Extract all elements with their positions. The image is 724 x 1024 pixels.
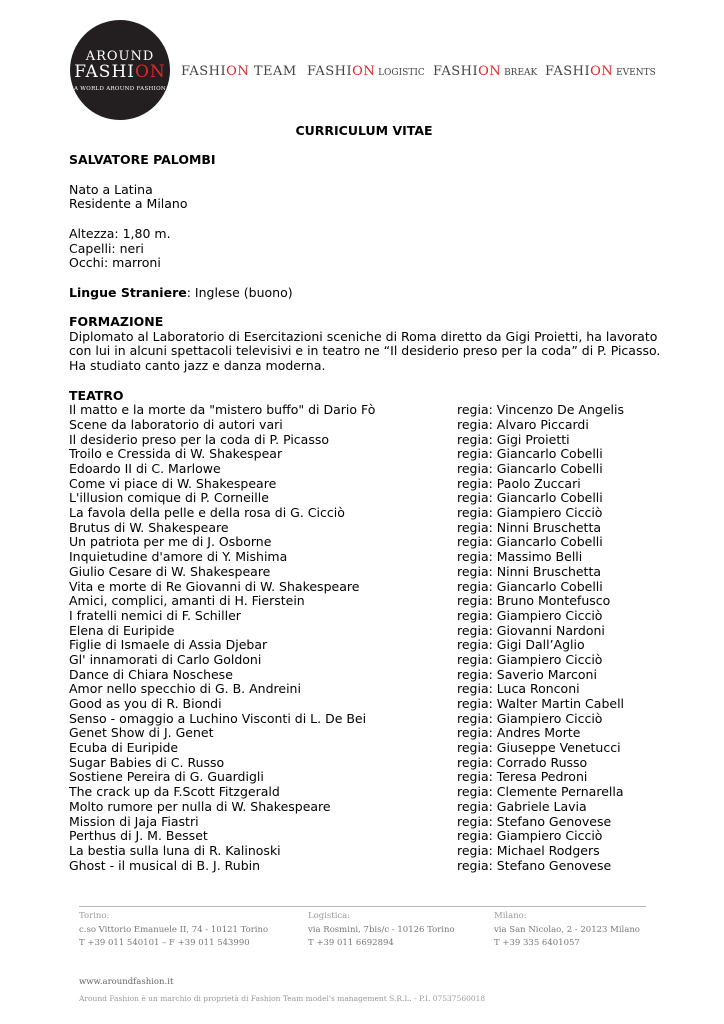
play-title: Genet Show di J. Genet (69, 725, 214, 741)
office-city: Logistica: (308, 911, 351, 921)
play-title: L'illusion comique di P. Corneille (69, 490, 269, 506)
play-director: regia: Giancarlo Cobelli (457, 461, 603, 477)
website-link[interactable]: www.aroundfashion.it (79, 977, 174, 987)
play-title: Edoardo II di C. Marlowe (69, 461, 221, 477)
hair-color: Capelli: neri (69, 240, 144, 256)
play-director: regia: Giampiero Cicciò (457, 651, 603, 667)
play-director: regia: Gigi Dall’Aglio (457, 637, 585, 653)
play-title: Sugar Babies di C. Russo (69, 754, 225, 770)
brand-accent: ON (352, 64, 376, 79)
play-director: regia: Michael Rodgers (457, 842, 600, 858)
teatro-row (69, 741, 669, 756)
play-director: regia: Andres Morte (457, 725, 581, 741)
around-fashion-logo (70, 20, 170, 120)
play-director: regia: Gigi Proietti (457, 431, 570, 447)
brand-accent: ON (478, 64, 502, 79)
play-title: Un patriota per me di J. Osborne (69, 534, 272, 550)
languages (69, 286, 669, 301)
play-director: regia: Giuseppe Venetucci (457, 740, 621, 756)
brand-main: FASHI (307, 64, 353, 79)
office-address: via San Nicolao, 2 - 20123 Milano (494, 924, 640, 935)
logo-word: FASHI (74, 62, 135, 82)
office-logistica (308, 910, 455, 951)
teatro-row (69, 829, 669, 844)
teatro-row (69, 594, 669, 609)
play-director: regia: Giancarlo Cobelli (457, 578, 603, 594)
play-director: regia: Giancarlo Cobelli (457, 490, 603, 506)
office-phone: T +39 011 6692894 (308, 938, 394, 948)
eye-color: Occhi: marroni (69, 255, 161, 271)
play-director: regia: Giampiero Cicciò (457, 505, 603, 521)
play-director: regia: Walter Martin Cabell (457, 696, 625, 712)
office-city: Torino: (79, 911, 110, 921)
footer-divider (79, 906, 646, 907)
play-director: regia: Teresa Pedroni (457, 769, 588, 785)
page-header (0, 0, 724, 125)
logo-tagline: A WORLD AROUND FASHION (73, 86, 167, 92)
office-address: c.so Vittorio Emanuele II, 74 - 10121 Torino (79, 924, 269, 935)
play-title: Amor nello specchio di G. B. Andreini (69, 681, 301, 697)
play-director: regia: Paolo Zuccari (457, 475, 581, 491)
play-title: Figlie di Ismaele di Assia Djebar (69, 637, 268, 653)
teatro-row (69, 565, 669, 580)
play-director: regia: Ninni Bruschetta (457, 563, 602, 579)
play-title: Il desiderio preso per la coda di P. Picasso (69, 431, 330, 447)
play-director: regia: Giancarlo Cobelli (457, 446, 603, 462)
play-director: regia: Vincenzo De Angelis (457, 402, 624, 418)
play-title: Brutus di W. Shakespeare (69, 519, 229, 535)
play-director: regia: Giancarlo Cobelli (457, 534, 603, 550)
office-address: via Rosmini, 7bis/c - 10126 Torino (308, 924, 455, 935)
play-title: Gl' innamorati di Carlo Goldoni (69, 651, 262, 667)
play-title: Troilo e Cressida di W. Shakespear (69, 446, 283, 462)
teatro-row (69, 403, 669, 418)
teatro-row (69, 477, 669, 492)
teatro-row (69, 447, 669, 462)
teatro-row (69, 770, 669, 785)
teatro-row (69, 624, 669, 639)
brand-sub: EVENTS (613, 68, 656, 78)
height: Altezza: 1,80 m. (69, 225, 171, 241)
brand-main: FASHI (181, 64, 227, 79)
teatro-row (69, 491, 669, 506)
play-title: La favola della pelle e della rosa di G. Cicciò (69, 505, 345, 521)
legal-notice: Around Fashion è un marchio di proprietà di Fashion Team model's management S.R.L. - P.I. 07537560018 (79, 994, 486, 1003)
residence: Residente a Milano (69, 196, 188, 212)
play-title: Sostiene Pereira di G. Guardigli (69, 769, 264, 785)
play-title: Ghost - il musical di B. J. Rubin (69, 857, 261, 873)
brand-strip (181, 64, 656, 84)
languages-value: : Inglese (buono) (186, 284, 293, 300)
brand-accent: ON (590, 64, 614, 79)
play-title: Dance di Chiara Noschese (69, 666, 233, 682)
brand-main: FASHI (545, 64, 591, 79)
teatro-row (69, 653, 669, 668)
teatro-row (69, 682, 669, 697)
brand-fashion-team (181, 64, 297, 79)
play-title: Scene da laboratorio di autori vari (69, 416, 283, 432)
teatro-row (69, 668, 669, 683)
teatro-row (69, 609, 669, 624)
teatro-row (69, 815, 669, 830)
teatro-row (69, 756, 669, 771)
play-title: The crack up da F.Scott Fitzgerald (69, 784, 280, 800)
office-milano (494, 910, 640, 951)
play-title: La bestia sulla luna di R. Kalinoski (69, 842, 281, 858)
brand-sub: TEAM (249, 64, 297, 79)
brand-sub: LOGISTIC (375, 68, 425, 78)
play-title: Elena di Euripide (69, 622, 175, 638)
play-director: regia: Giampiero Cicciò (457, 607, 603, 623)
document-title: CURRICULUM VITAE (295, 123, 433, 138)
brand-sub: BREAK (501, 68, 538, 78)
teatro-row (69, 433, 669, 448)
play-title: Good as you di R. Biondi (69, 696, 222, 712)
play-title: Amici, complici, amanti di H. Fierstein (69, 593, 305, 609)
formazione-text: Diplomato al Laboratorio di Esercitazioni sceniche di Roma diretto da Gigi Proietti, ha lavorato con lui in alcuni spettacoli televisivi e in teatro ne “Il desiderio preso per la coda” di P. Picasso. Ha studiato canto jazz e danza moderna. (69, 328, 661, 374)
play-title: Perthus di J. M. Besset (69, 828, 208, 844)
teatro-row (69, 550, 669, 565)
teatro-row (69, 535, 669, 550)
play-title: Ecuba di Euripide (69, 740, 179, 756)
teatro-row (69, 521, 669, 536)
teatro-row (69, 785, 669, 800)
logo-line-2 (70, 62, 170, 82)
brand-accent: ON (226, 64, 250, 79)
brand-fashion-logistic (307, 64, 425, 79)
teatro-row (69, 712, 669, 727)
play-director: regia: Luca Ronconi (457, 681, 580, 697)
teatro-row (69, 844, 669, 859)
teatro-row (69, 859, 669, 874)
teatro-row (69, 418, 669, 433)
teatro-row (69, 726, 669, 741)
brand-fashion-break (433, 64, 537, 79)
play-title: Inquietudine d'amore di Y. Mishima (69, 549, 288, 565)
person-name: SALVATORE PALOMBI (69, 152, 216, 168)
office-city: Milano: (494, 911, 527, 921)
play-title: Come vi piace di W. Shakespeare (69, 475, 277, 491)
formazione-heading: FORMAZIONE (69, 314, 164, 330)
teatro-row (69, 800, 669, 815)
teatro-heading: TEATRO (69, 387, 124, 403)
play-title: Mission di Jaja Fiastri (69, 813, 199, 829)
play-director: regia: Stefano Genovese (457, 857, 612, 873)
play-director: regia: Giampiero Cicciò (457, 710, 603, 726)
play-director: regia: Saverio Marconi (457, 666, 597, 682)
play-title: Senso - omaggio a Luchino Visconti di L. De Bei (69, 710, 367, 726)
teatro-row (69, 580, 669, 595)
birthplace: Nato a Latina (69, 181, 153, 197)
teatro-row (69, 697, 669, 712)
languages-label: Lingue Straniere (69, 284, 187, 300)
play-title: Giulio Cesare di W. Shakespeare (69, 563, 271, 579)
cv-body (69, 124, 669, 873)
teatro-row (69, 462, 669, 477)
office-phone: T +39 335 6401057 (494, 938, 580, 948)
play-director: regia: Stefano Genovese (457, 813, 612, 829)
logo-word-accent: ON (134, 62, 166, 82)
play-director: regia: Gabriele Lavia (457, 798, 587, 814)
play-director: regia: Clemente Pernarella (457, 784, 624, 800)
play-director: regia: Alvaro Piccardi (457, 416, 589, 432)
play-title: I fratelli nemici di F. Schiller (69, 607, 241, 623)
brand-fashion-events (545, 64, 656, 79)
play-director: regia: Giovanni Nardoni (457, 622, 605, 638)
brand-main: FASHI (433, 64, 479, 79)
play-director: regia: Ninni Bruschetta (457, 519, 602, 535)
play-director: regia: Massimo Belli (457, 549, 583, 565)
teatro-row (69, 506, 669, 521)
teatro-list (69, 403, 669, 873)
play-title: Il matto e la morte da "mistero buffo" di Dario Fò (69, 402, 376, 418)
play-director: regia: Bruno Montefusco (457, 593, 611, 609)
teatro-row (69, 638, 669, 653)
office-torino (79, 910, 268, 951)
play-director: regia: Giampiero Cicciò (457, 828, 603, 844)
logo-line-1: AROUND (85, 49, 155, 64)
play-director: regia: Corrado Russo (457, 754, 588, 770)
play-title: Molto rumore per nulla di W. Shakespeare (69, 798, 331, 814)
office-phone: T +39 011 540101 – F +39 011 543990 (79, 938, 250, 948)
play-title: Vita e morte di Re Giovanni di W. Shakespeare (69, 578, 360, 594)
